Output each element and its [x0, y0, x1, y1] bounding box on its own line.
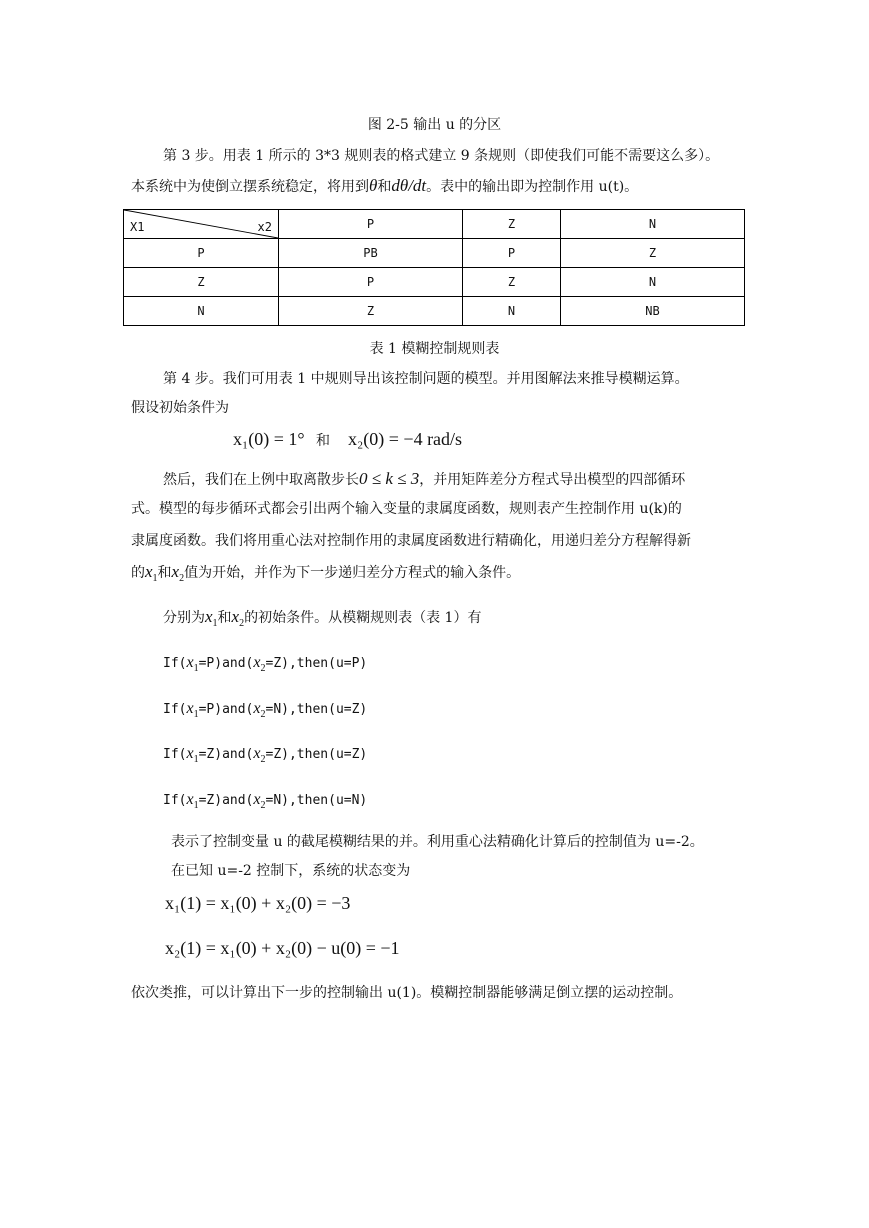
initial-condition-and: 和 — [316, 433, 330, 449]
rule-line-2: $If(x_1=P)and(x_2=N),then(u=Z)$ — [163, 700, 368, 720]
table-header-cell: P — [279, 210, 463, 239]
table-corner-cell — [124, 210, 279, 239]
table-header-cell: Z — [462, 210, 560, 239]
step4-line2: 假设初始条件为 — [131, 400, 229, 416]
initial-condition-eq2: x₂(0) = −4 rad/s — [348, 429, 463, 449]
table-cell: Z — [561, 239, 745, 268]
table-row-label: N — [124, 297, 279, 326]
dtheta-dt-symbol: dθ/dt — [391, 176, 427, 195]
para-line2: 式。模型的每步循环式都会引出两个输入变量的隶属度函数，规则表产生控制作用 u(k)的 — [131, 501, 682, 517]
figure-caption: 图 2-5 输出 u 的分区 — [367, 117, 502, 133]
rule-line-1: $If(x_1=P)and(x_2=Z),then(u=P)$ — [163, 654, 368, 674]
result-line1: 表示了控制变量 u 的截尾模糊结果的并。利用重心法精确化计算后的控制值为 u=-2。 — [171, 834, 704, 850]
table-row — [124, 239, 745, 268]
table-row-label: Z — [124, 268, 279, 297]
step3-line2: 本系统中为使倒立摆系统稳定，将用到θ和dθ/dt。表中的输出即为控制作用 u(t)。 — [131, 176, 639, 195]
table-caption: 表 1 模糊控制规则表 — [369, 341, 500, 357]
para-line1: 然后，我们在上例中取离散步长0 ≤ k ≤ 3，并用矩阵差分方程式导出模型的四部循环 — [163, 469, 686, 488]
corner-x1-label: X1 — [130, 220, 145, 234]
para-line3: 隶属度函数。我们将用重心法对控制作用的隶属度函数进行精确化，用递归差分方程解得新 — [131, 533, 691, 549]
rule-line-3: $If(x_1=Z)and(x_2=Z),then(u=Z)$ — [163, 745, 368, 765]
step3-line1: 第 3 步。用表 1 所示的 3*3 规则表的格式建立 9 条规则（即使我们可能不需要这么多）。 — [163, 148, 720, 164]
table-cell: N — [561, 268, 745, 297]
table-cell: N — [462, 297, 560, 326]
step4-line1: 第 4 步。我们可用表 1 中规则导出该控制问题的模型。并用图解法来推导模糊运算。 — [163, 371, 689, 387]
diagonal-line — [124, 210, 278, 238]
table-row — [124, 268, 745, 297]
result-line2: 在已知 u=-2 控制下，系统的状态变为 — [171, 863, 411, 879]
theta-symbol: θ — [369, 176, 378, 195]
table-row-label: P — [124, 239, 279, 268]
para-line4: 的$x_1$和$x_2$值为开始，并作为下一步递归差分方程式的输入条件。 — [131, 562, 521, 584]
initial-condition-eq1: x₁(0) = 1° — [233, 429, 305, 449]
table-cell: PB — [279, 239, 463, 268]
conclusion-line: 依次类推，可以计算出下一步的控制输出 u(1)。模糊控制器能够满足倒立摆的运动控制。 — [131, 985, 683, 1001]
state-equation-1: x₁(1) = x₁(0) + x₂(0) = −3 — [165, 893, 351, 913]
rule-line-4: $If(x_1=Z)and(x_2=N),then(u=N)$ — [163, 791, 368, 811]
table-cell: NB — [561, 297, 745, 326]
table-cell: Z — [462, 268, 560, 297]
fuzzy-rule-table — [123, 209, 745, 326]
table-header-cell: N — [561, 210, 745, 239]
table-cell: P — [462, 239, 560, 268]
initial-conditions-line: 分别为$x_1$和$x_2$的初始条件。从模糊规则表（表 1）有 — [163, 607, 482, 629]
corner-x2-label: x2 — [257, 220, 272, 234]
state-equation-2: x₂(1) = x₁(0) + x₂(0) − u(0) = −1 — [165, 938, 400, 958]
table-cell: P — [279, 268, 463, 297]
table-row — [124, 297, 745, 326]
range-expression: 0 ≤ k ≤ 3 — [359, 469, 420, 488]
table-cell: Z — [279, 297, 463, 326]
table-header-row — [124, 210, 745, 239]
